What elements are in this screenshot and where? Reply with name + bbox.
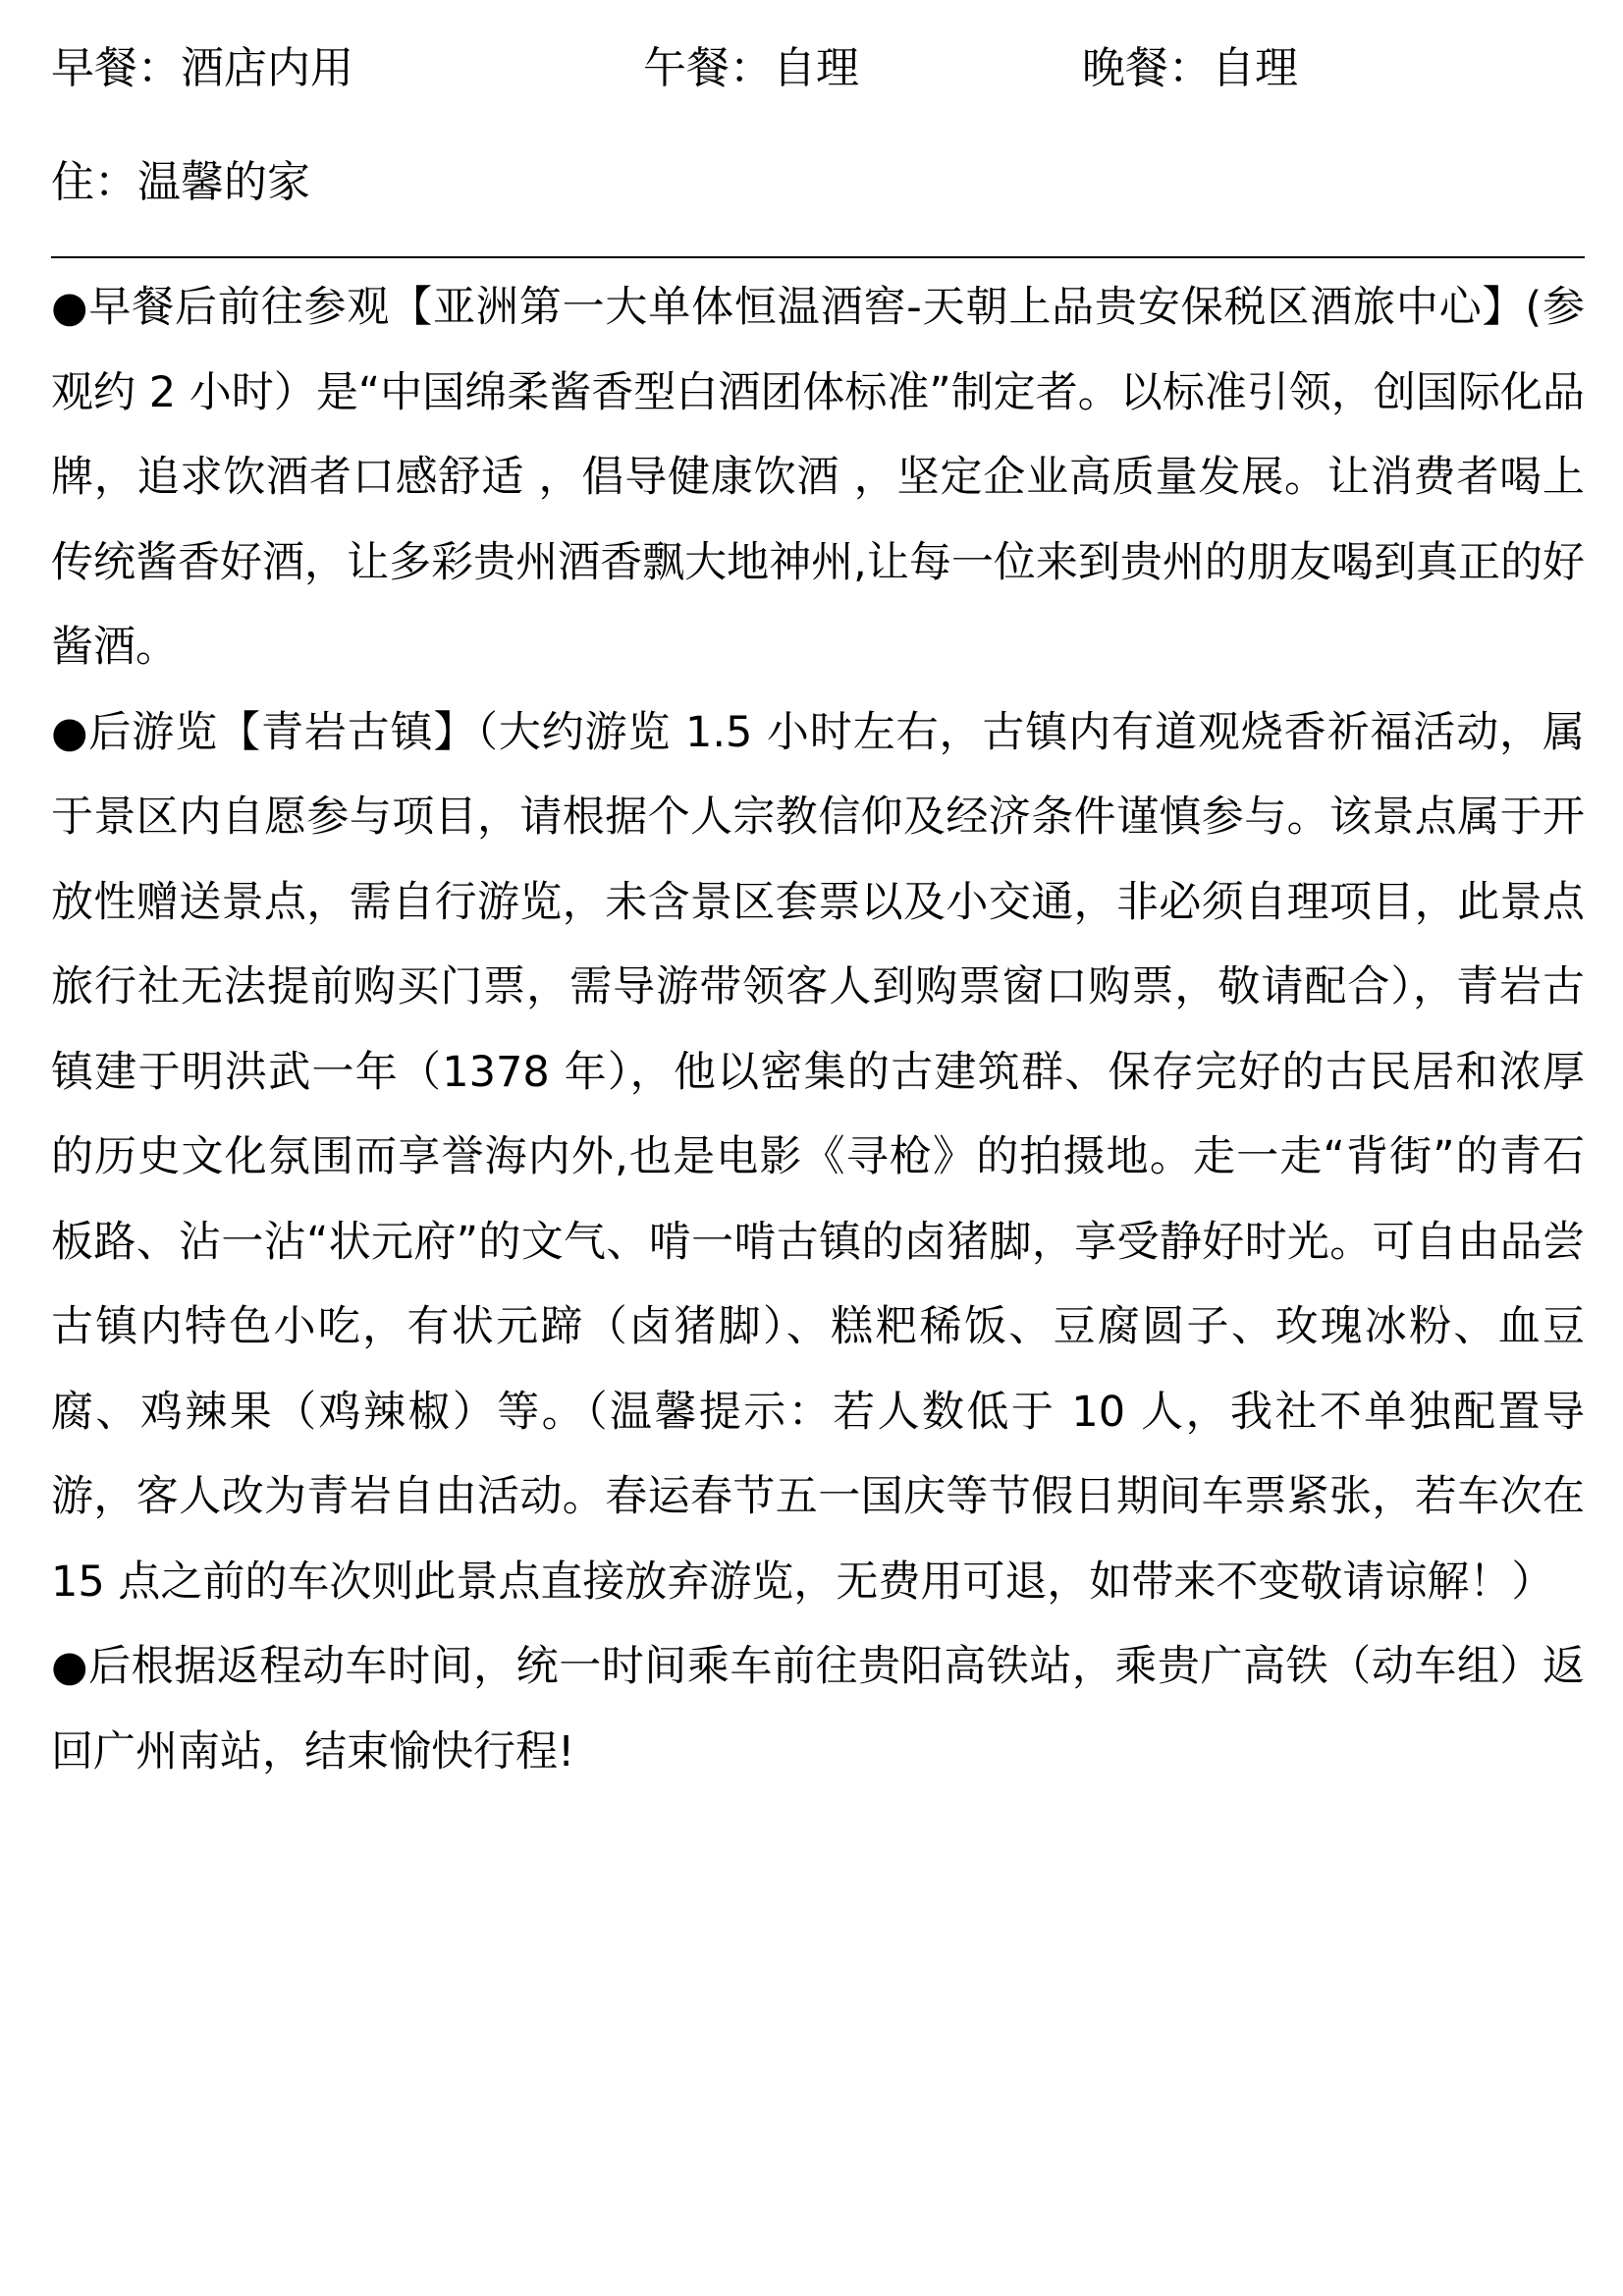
paragraph-return-trip: ●后根据返程动车时间，统一时间乘车前往贵阳高铁站，乘贵广高铁（动车组）返回广州南站，结束愉快行程! bbox=[51, 1642, 1585, 1777]
itinerary-details bbox=[51, 265, 1585, 1794]
lunch-info: 午餐：自理 bbox=[643, 43, 859, 93]
meal-info-row bbox=[51, 39, 1583, 98]
paragraph-qingyan-town: ●后游览【青岩古镇】（大约游览 1.5 小时左右，古镇内有道观烧香祈福活动，属于景区内自愿参与项目，请根据个人宗教信仰及经济条件谨慎参与。该景点属于开放性赠送景点，需自行游览，未含景区套票以及小交通，非必须自理项目，此景点旅行社无法提前购买门票，需导游带领客人到购票窗口购票，敬请配合），青岩古镇建于明洪武一年（1378 年），他以密集的古建筑群、保存完好的古民居和浓厚的历史文化氛围而享誉海内外,也是电影《寻枪》的拍摄地。走一走“背街”的青石板路、沾一沾“状元府”的文气、啃一啃古镇的卤猪脚，享受静好时光。可自由品尝古镇内特色小吃，有状元蹄（卤猪脚）、糕粑稀饭、豆腐圆子、玫瑰冰粉、血豆腐、鸡辣果（鸡辣椒）等。（温馨提示：若人数低于 10 人，我社不单独配置导游，客人改为青岩自由活动。春运春节五一国庆等节假日期间车票紧张，若车次在 15 点之前的车次则此景点直接放弃游览，无费用可退，如带来不变敬请谅解！） bbox=[51, 707, 1585, 1607]
breakfast-info: 早餐：酒店内用 bbox=[51, 43, 353, 93]
dinner-info: 晚餐：自理 bbox=[1082, 43, 1298, 93]
paragraph-winery-visit: ●早餐后前往参观【亚洲第一大单体恒温酒窖-天朝上品贵安保税区酒旅中心】(参观约 2 小时）是“中国绵柔酱香型白酒团体标准”制定者。以标准引领，创国际化品牌，追求饮酒者口感舒适 ，倡导健康饮酒 ，坚定企业高质量发展。让消费者喝上传统酱香好酒，让多彩贵州酒香飘大地神州,让每一位来到贵州的朋友喝到真正的好酱酒。 bbox=[51, 283, 1585, 672]
section-divider bbox=[51, 256, 1585, 258]
accommodation-info: 住：温馨的家 bbox=[51, 157, 310, 207]
